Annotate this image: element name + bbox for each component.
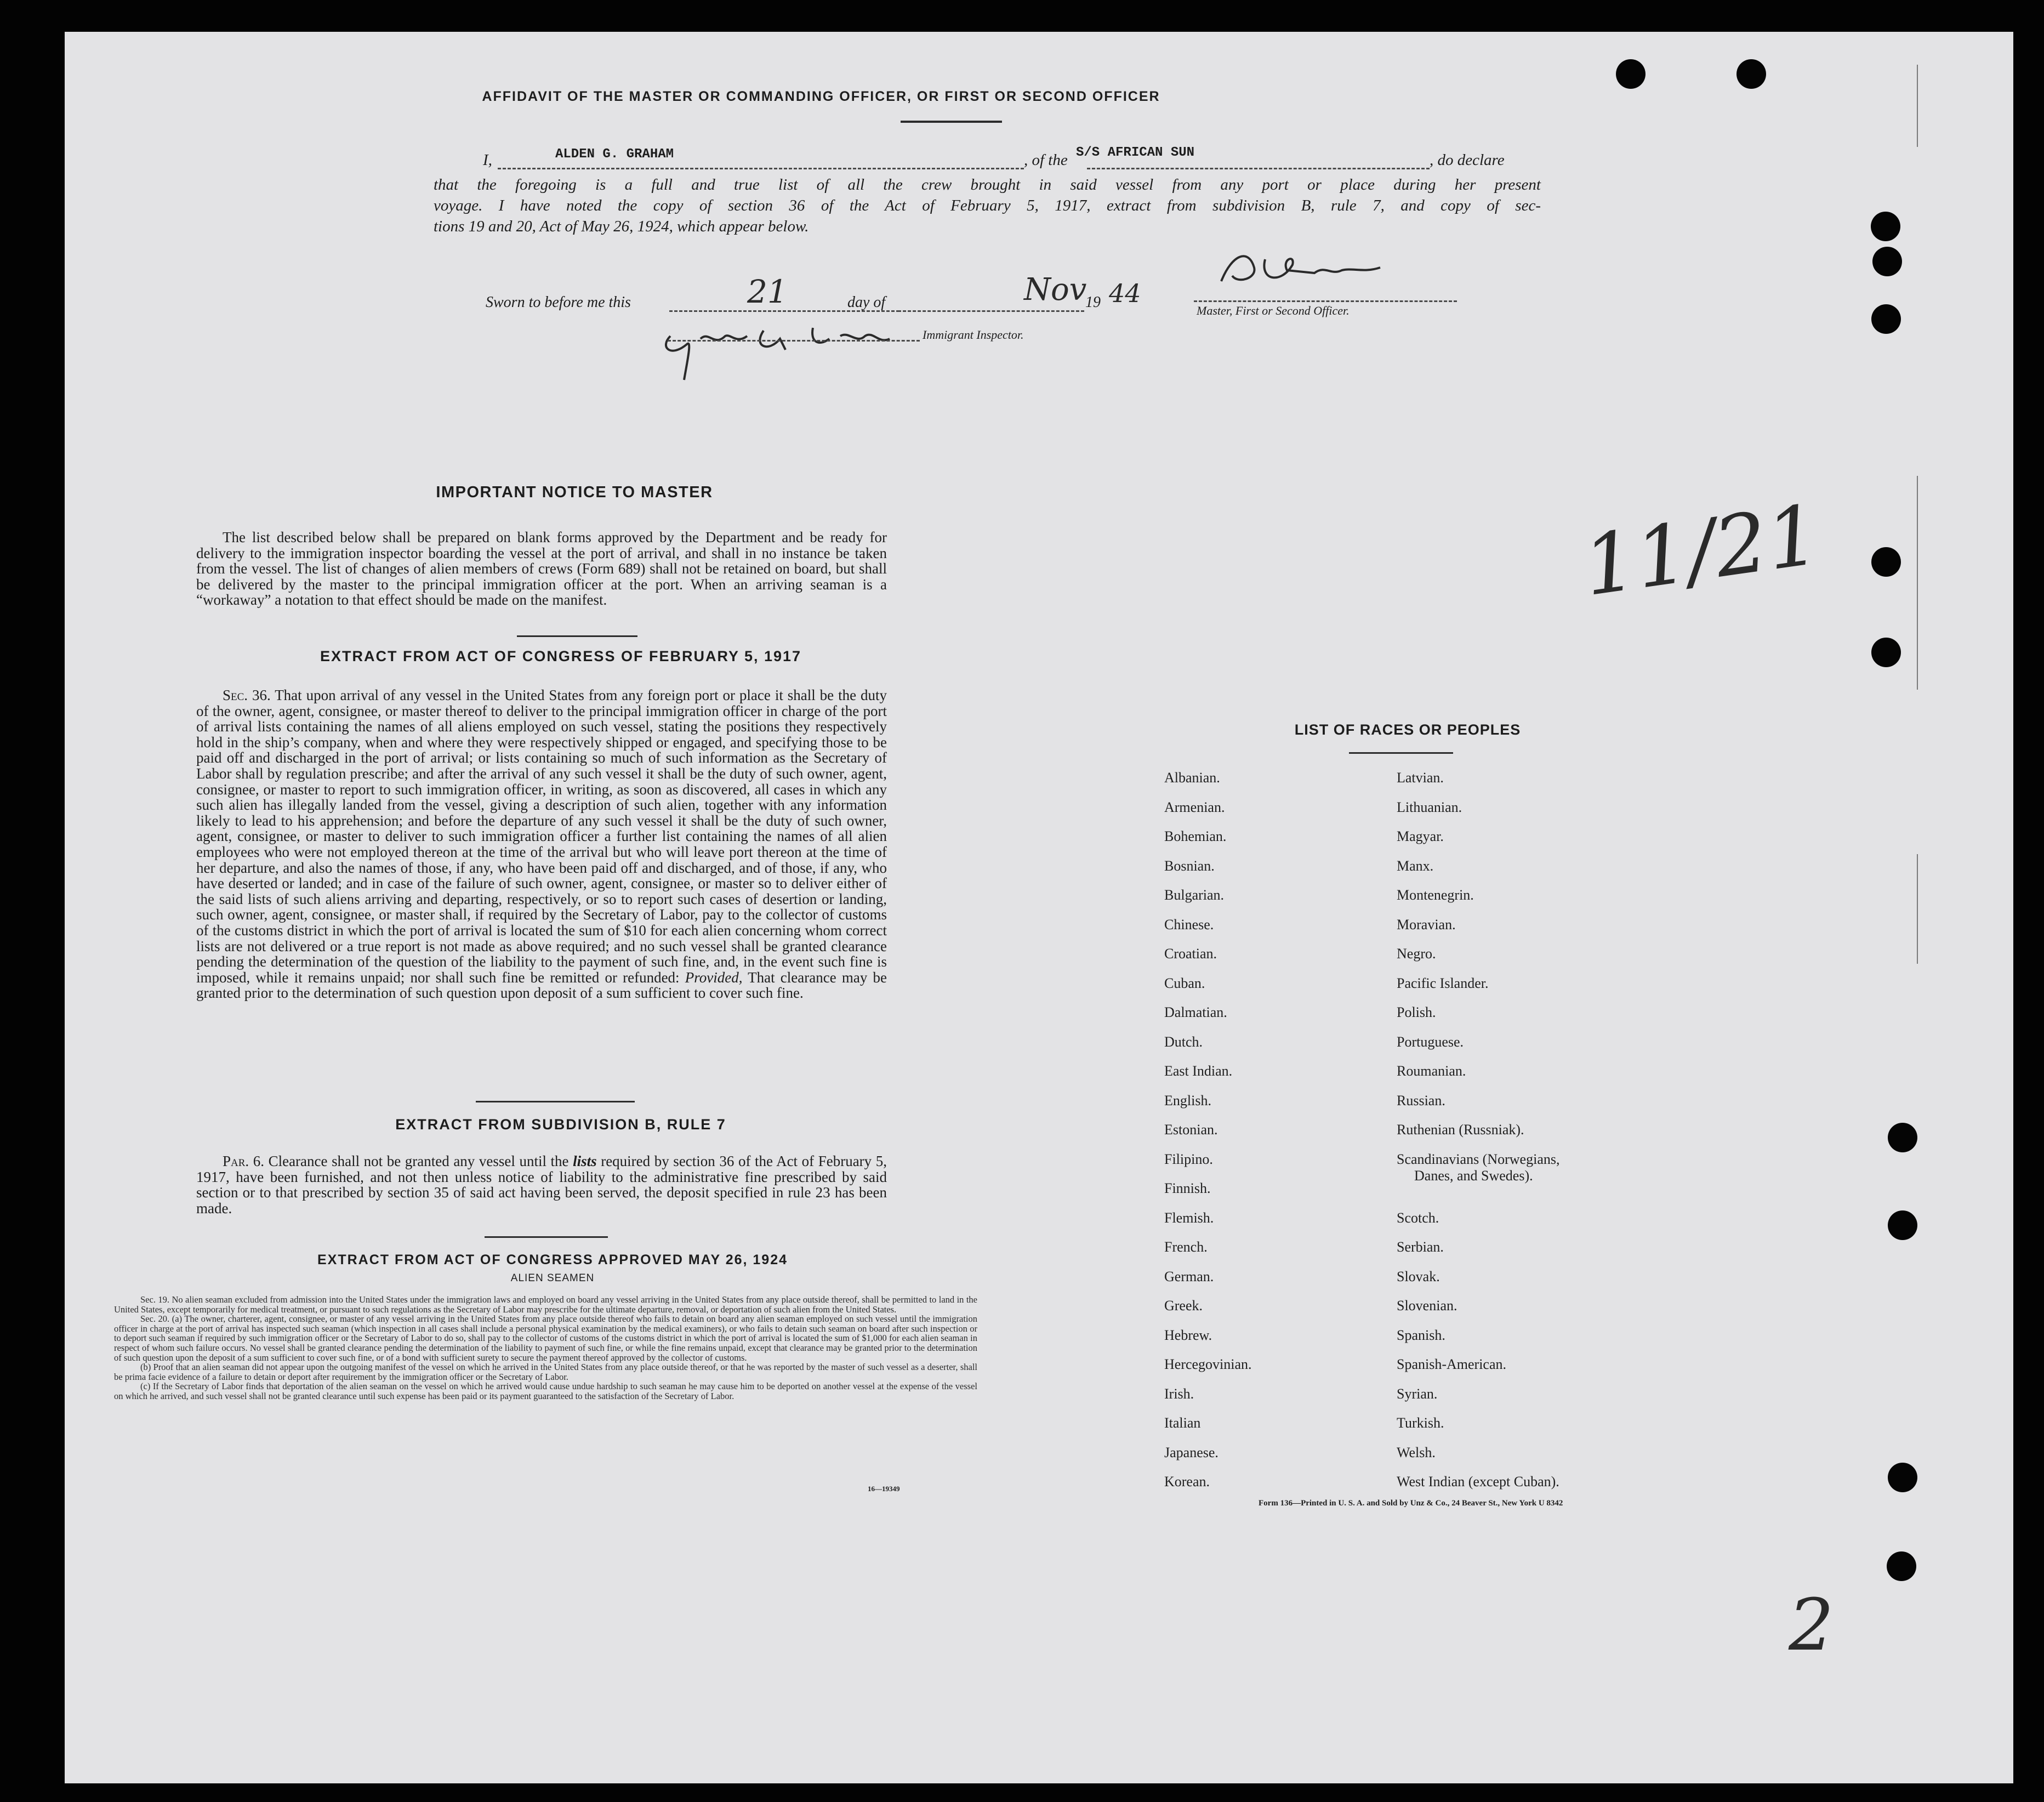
race-item: Flemish. — [1164, 1209, 1214, 1226]
race-item: Welsh. — [1397, 1444, 1436, 1460]
race-item: French. — [1164, 1239, 1208, 1255]
race-item: Polish. — [1397, 1004, 1436, 1020]
race-item: Lithuanian. — [1397, 799, 1462, 815]
title-divider — [901, 121, 1002, 123]
race-item: West Indian (except Cuban). — [1397, 1474, 1559, 1490]
race-item: Greek. — [1164, 1298, 1203, 1314]
race-item: Cuban. — [1164, 975, 1205, 991]
race-item: Slovenian. — [1397, 1298, 1457, 1314]
edge-marks — [1912, 32, 1928, 1783]
inspector-caption: Immigrant Inspector. — [923, 328, 1024, 342]
race-item: Hercegovinian. — [1164, 1356, 1252, 1372]
race-item: Scotch. — [1397, 1209, 1439, 1226]
race-item: Bulgarian. — [1164, 887, 1225, 903]
vessel-field: S/S AFRICAN SUN — [1076, 145, 1195, 160]
race-item: Magyar. — [1397, 828, 1444, 844]
race-item: Filipino. — [1164, 1151, 1213, 1167]
statement-line: voyage. I have noted the copy of section 36 of the Act of February 5, 1917, extract from subdivision B, rule 7, and copy of sec- — [434, 197, 1541, 214]
inspector-signature-line — [668, 340, 920, 342]
races-right-column — [1397, 770, 1559, 1503]
year-handwritten: 44 — [1109, 278, 1141, 308]
document-sheet — [65, 32, 2013, 1783]
race-item: Irish. — [1164, 1385, 1194, 1402]
extract-1917-heading: EXTRACT FROM ACT OF CONGRESS OF FEBRUARY 5, 1917 — [320, 648, 802, 664]
race-item: Negro. — [1397, 946, 1436, 962]
race-item: Manx. — [1397, 857, 1434, 874]
punch-hole — [1871, 638, 1901, 667]
par-6-after: required by section 36 of the Act of February 5, 1917, have been furnished, and not then unless notice of liability to the administrative fine prescribed by said section or to that prescribed by section 35 of said act having been served, the deposit specified in rule 23 has been made. — [196, 1153, 887, 1217]
race-item: Bohemian. — [1164, 828, 1227, 844]
race-item: Croatian. — [1164, 946, 1217, 962]
race-item: Russian. — [1397, 1092, 1445, 1109]
of-the-label: , of the — [1024, 151, 1068, 169]
extract-rule7-text — [196, 1153, 887, 1216]
punch-hole — [1616, 59, 1646, 89]
race-item: Hebrew. — [1164, 1327, 1212, 1343]
races-heading: LIST OF RACES OR PEOPLES — [1294, 721, 1521, 738]
race-item: Scandinavians (Norwegians, — [1397, 1151, 1560, 1167]
punch-hole — [1871, 304, 1901, 334]
master-name-field: ALDEN G. GRAHAM — [555, 147, 674, 162]
extract-1917-divider — [476, 1101, 635, 1102]
race-item: Dalmatian. — [1164, 1004, 1227, 1020]
extract-1917-text — [196, 687, 887, 1001]
do-declare-label: , do declare — [1430, 151, 1505, 169]
affidavit-statement — [434, 174, 1541, 237]
race-item: Chinese. — [1164, 916, 1214, 933]
race-item: Moravian. — [1397, 916, 1456, 933]
sec-36-label: Sec. 36. — [223, 687, 271, 703]
lists-word: lists — [573, 1153, 597, 1169]
sec-20a-text: Sec. 20. (a) The owner, charterer, agent, consignee, or master of any vessel arriving in the United States from any place outside thereof who fails to detain on board any alien seaman employed on such vessel until the immigration officer in charge at the port of arrival has inspected such seaman (which inspection in all cases shall include a personal physical examination by the medical examiners), or who fails to detain such seaman on board after such inspection or to deport such seaman if required by such immigration officer or the Secretary of Labor to do so, shall pay to the collector of customs of the customs district in which the port of arrival is located the sum of $1,000 for each alien seaman in respect of whom such failure occurs. No vessel shall be granted clearance pending the determination of the liability to payment of such fine, or while the fine remains unpaid, except that clearance may be granted prior to the determination of such question upon the deposit of a sum sufficient to cover such fine, or of a bond with sufficient surety to secure the payment thereof approved by the collector of customs. — [114, 1314, 977, 1363]
statement-line: tions 19 and 20, Act of May 26, 1924, which appear below. — [434, 218, 809, 235]
race-item: Portuguese. — [1397, 1033, 1464, 1050]
race-item: Serbian. — [1397, 1239, 1444, 1255]
master-signature-line — [1194, 300, 1457, 302]
race-item: Japanese. — [1164, 1444, 1219, 1460]
extract-rule7-divider — [485, 1236, 608, 1238]
extract-rule7-heading: EXTRACT FROM SUBDIVISION B, RULE 7 — [395, 1116, 726, 1133]
punch-hole — [1736, 59, 1766, 89]
handwritten-date: 11/21 — [1577, 487, 1826, 615]
race-item: Ruthenian (Russniak). — [1397, 1122, 1524, 1138]
race-item: English. — [1164, 1092, 1211, 1109]
notice-heading: IMPORTANT NOTICE TO MASTER — [436, 484, 713, 501]
race-item: Latvian. — [1397, 770, 1444, 786]
race-item: Armenian. — [1164, 799, 1225, 815]
race-item: Estonian. — [1164, 1122, 1218, 1138]
race-item: Spanish. — [1397, 1327, 1445, 1343]
race-item: German. — [1164, 1268, 1214, 1284]
vessel-line — [1087, 168, 1430, 169]
race-item: Italian — [1164, 1415, 1201, 1431]
race-item: Finnish. — [1164, 1180, 1211, 1196]
extract-1924-text — [114, 1295, 977, 1401]
race-item: Pacific Islander. — [1397, 975, 1489, 991]
sec-20c-text: (c) If the Secretary of Labor finds that deportation of the alien seaman on the vessel on which he arrived would cause undue hardship to such seaman he may cause him to be deported on another vessel at the expense of the vessel on which he arrived, and such vessel shall not be granted clearance until such expense has been paid or its payment guaranteed to the satisfaction of the Secretary of Labor. — [114, 1381, 977, 1401]
race-item: Bosnian. — [1164, 857, 1215, 874]
sec-36-body: That upon arrival of any vessel in the United States from any foreign port or place it shall be the duty of the owner, agent, consignee, or master thereof to deliver to the principal immigration officer in charge of the port of arrival lists containing the names of all aliens employed on such vessel, stating the positions they respectively hold in the ship’s company, when and where they were respectively shipped or engaged, and specifying those to be paid off and discharged in the port of arrival; or lists containing so much of such information as the Secretary of Labor shall by regulation prescribe; and after the arrival of any such vessel it shall be the duty of such owner, agent, consignee, or master to report to such immigration officer, in writing, as soon as discovered, all cases in which any such alien has illegally landed from the vessel, giving a description of such alien, together with any information likely to lead to his apprehension; and before the departure of any such vessel it shall be the duty of such owner, agent, consignee, or master to deliver to such immigration officer a further list containing the names of all alien employees who were not employed thereon at the time of the arrival but who will leave port thereon at the time of her departure, and also the names of those, if any, who have been paid off and discharged, and of those, if any, who have deserted or landed; and in case of the failure of such owner, agent, consignee, or master so to deliver either of the said lists of such aliens arriving and departing, respectively, or so to report such cases of desertion or landing, such owner, agent, consignee, or master shall, if required by the Secretary of Labor, pay to the collector of customs of the customs district in which the port of arrival is located the sum of $10 for each alien concerning whom correct lists are not delivered or a true report is not made as above required; and no such vessel shall be granted clearance pending the determination of the question of the liability to the payment of such fine, and, in the event such fine is imposed, while it remains unpaid; nor shall such fine be remitted or refunded: — [196, 687, 887, 986]
race-item: Albanian. — [1164, 770, 1220, 786]
name-line — [498, 168, 1024, 169]
race-item: Spanish-American. — [1397, 1356, 1507, 1372]
race-item: Syrian. — [1397, 1385, 1438, 1402]
master-signature — [1199, 243, 1430, 303]
race-item: Dutch. — [1164, 1033, 1203, 1050]
race-item: Turkish. — [1397, 1415, 1444, 1431]
races-left-column — [1164, 770, 1252, 1503]
form-footer: Form 136—Printed in U. S. A. and Sold by Unz & Co., 24 Beaver St., New York U 8342 — [1259, 1499, 1563, 1508]
proviso-word: Provided, — [685, 969, 743, 986]
par-6-before: Clearance shall not be granted any vessel until the — [268, 1153, 569, 1169]
year-prefix: 19 — [1085, 294, 1101, 311]
affidavit-i-label: I, — [483, 151, 492, 169]
race-item: Slovak. — [1397, 1268, 1440, 1284]
master-caption: Master, First or Second Officer. — [1197, 304, 1350, 317]
sec-20b-text: (b) Proof that an alien seaman did not appear upon the outgoing manifest of the vessel on which he arrived in the United States from any place outside thereof, or that he was reported by the master of such vessel as a deserter, shall be prima facie evidence of a failure to detain or deport after requirement by the immigration officer or the Secretary of Labor. — [114, 1362, 977, 1382]
punch-hole — [1871, 547, 1901, 577]
extract-1924-subheading: ALIEN SEAMEN — [510, 1272, 595, 1284]
handwritten-page-number: 2 — [1789, 1583, 1834, 1667]
sworn-label: Sworn to before me this — [486, 294, 631, 311]
race-item: East Indian. — [1164, 1063, 1233, 1079]
race-item: Montenegrin. — [1397, 887, 1474, 903]
form-code: 16—19349 — [868, 1485, 900, 1493]
day-handwritten: 21 — [747, 273, 788, 310]
punch-hole — [1871, 212, 1900, 241]
notice-text: The list described below shall be prepared on blank forms approved by the Department and be ready for delivery to the immigration inspector boarding the vessel at the port of arrival, and shall in no instance be taken from the vessel. The list of changes of alien members of crews (Form 689) shall not be retained on board, but shall be delivered by the master to the principal immigration officer at the port. When an arriving seaman is a “workaway” a notation to that effect should be made on the manifest. — [196, 529, 887, 609]
statement-line: that the foregoing is a full and true list of all the crew brought in said vessel from any port or place during her present — [434, 176, 1541, 194]
inspector-signature — [654, 314, 928, 391]
par-6-label: Par. 6. — [223, 1153, 264, 1169]
month-handwritten: Nov — [1024, 272, 1087, 308]
sec-19-text: Sec. 19. No alien seaman excluded from admission into the United States under the immigration laws and employed on board any vessel arriving in the United States from any place outside thereof, shall be permitted to land in the United States, except temporarily for medical treatment, or pursuant to such regulations as the Secretary of Labor may prescribe for the ultimate departure, removal, or deportation of such alien from the United States. — [114, 1294, 977, 1315]
race-item: Roumanian. — [1397, 1063, 1466, 1079]
day-of-label: day of — [847, 294, 886, 311]
proviso-text: That clearance may be granted prior to the determination of such question upon deposit of a sum sufficient to cover such fine. — [196, 969, 887, 1002]
affidavit-title: AFFIDAVIT OF THE MASTER OR COMMANDING OFFICER, OR FIRST OR SECOND OFFICER — [482, 89, 1160, 104]
notice-divider — [517, 635, 637, 637]
race-item: Danes, and Swedes). — [1414, 1167, 1533, 1184]
extract-1924-heading: EXTRACT FROM ACT OF CONGRESS APPROVED MAY 26, 1924 — [317, 1252, 788, 1267]
punch-hole — [1872, 247, 1902, 276]
month-line — [898, 310, 1084, 312]
races-divider — [1349, 752, 1453, 754]
race-item: Korean. — [1164, 1474, 1210, 1490]
